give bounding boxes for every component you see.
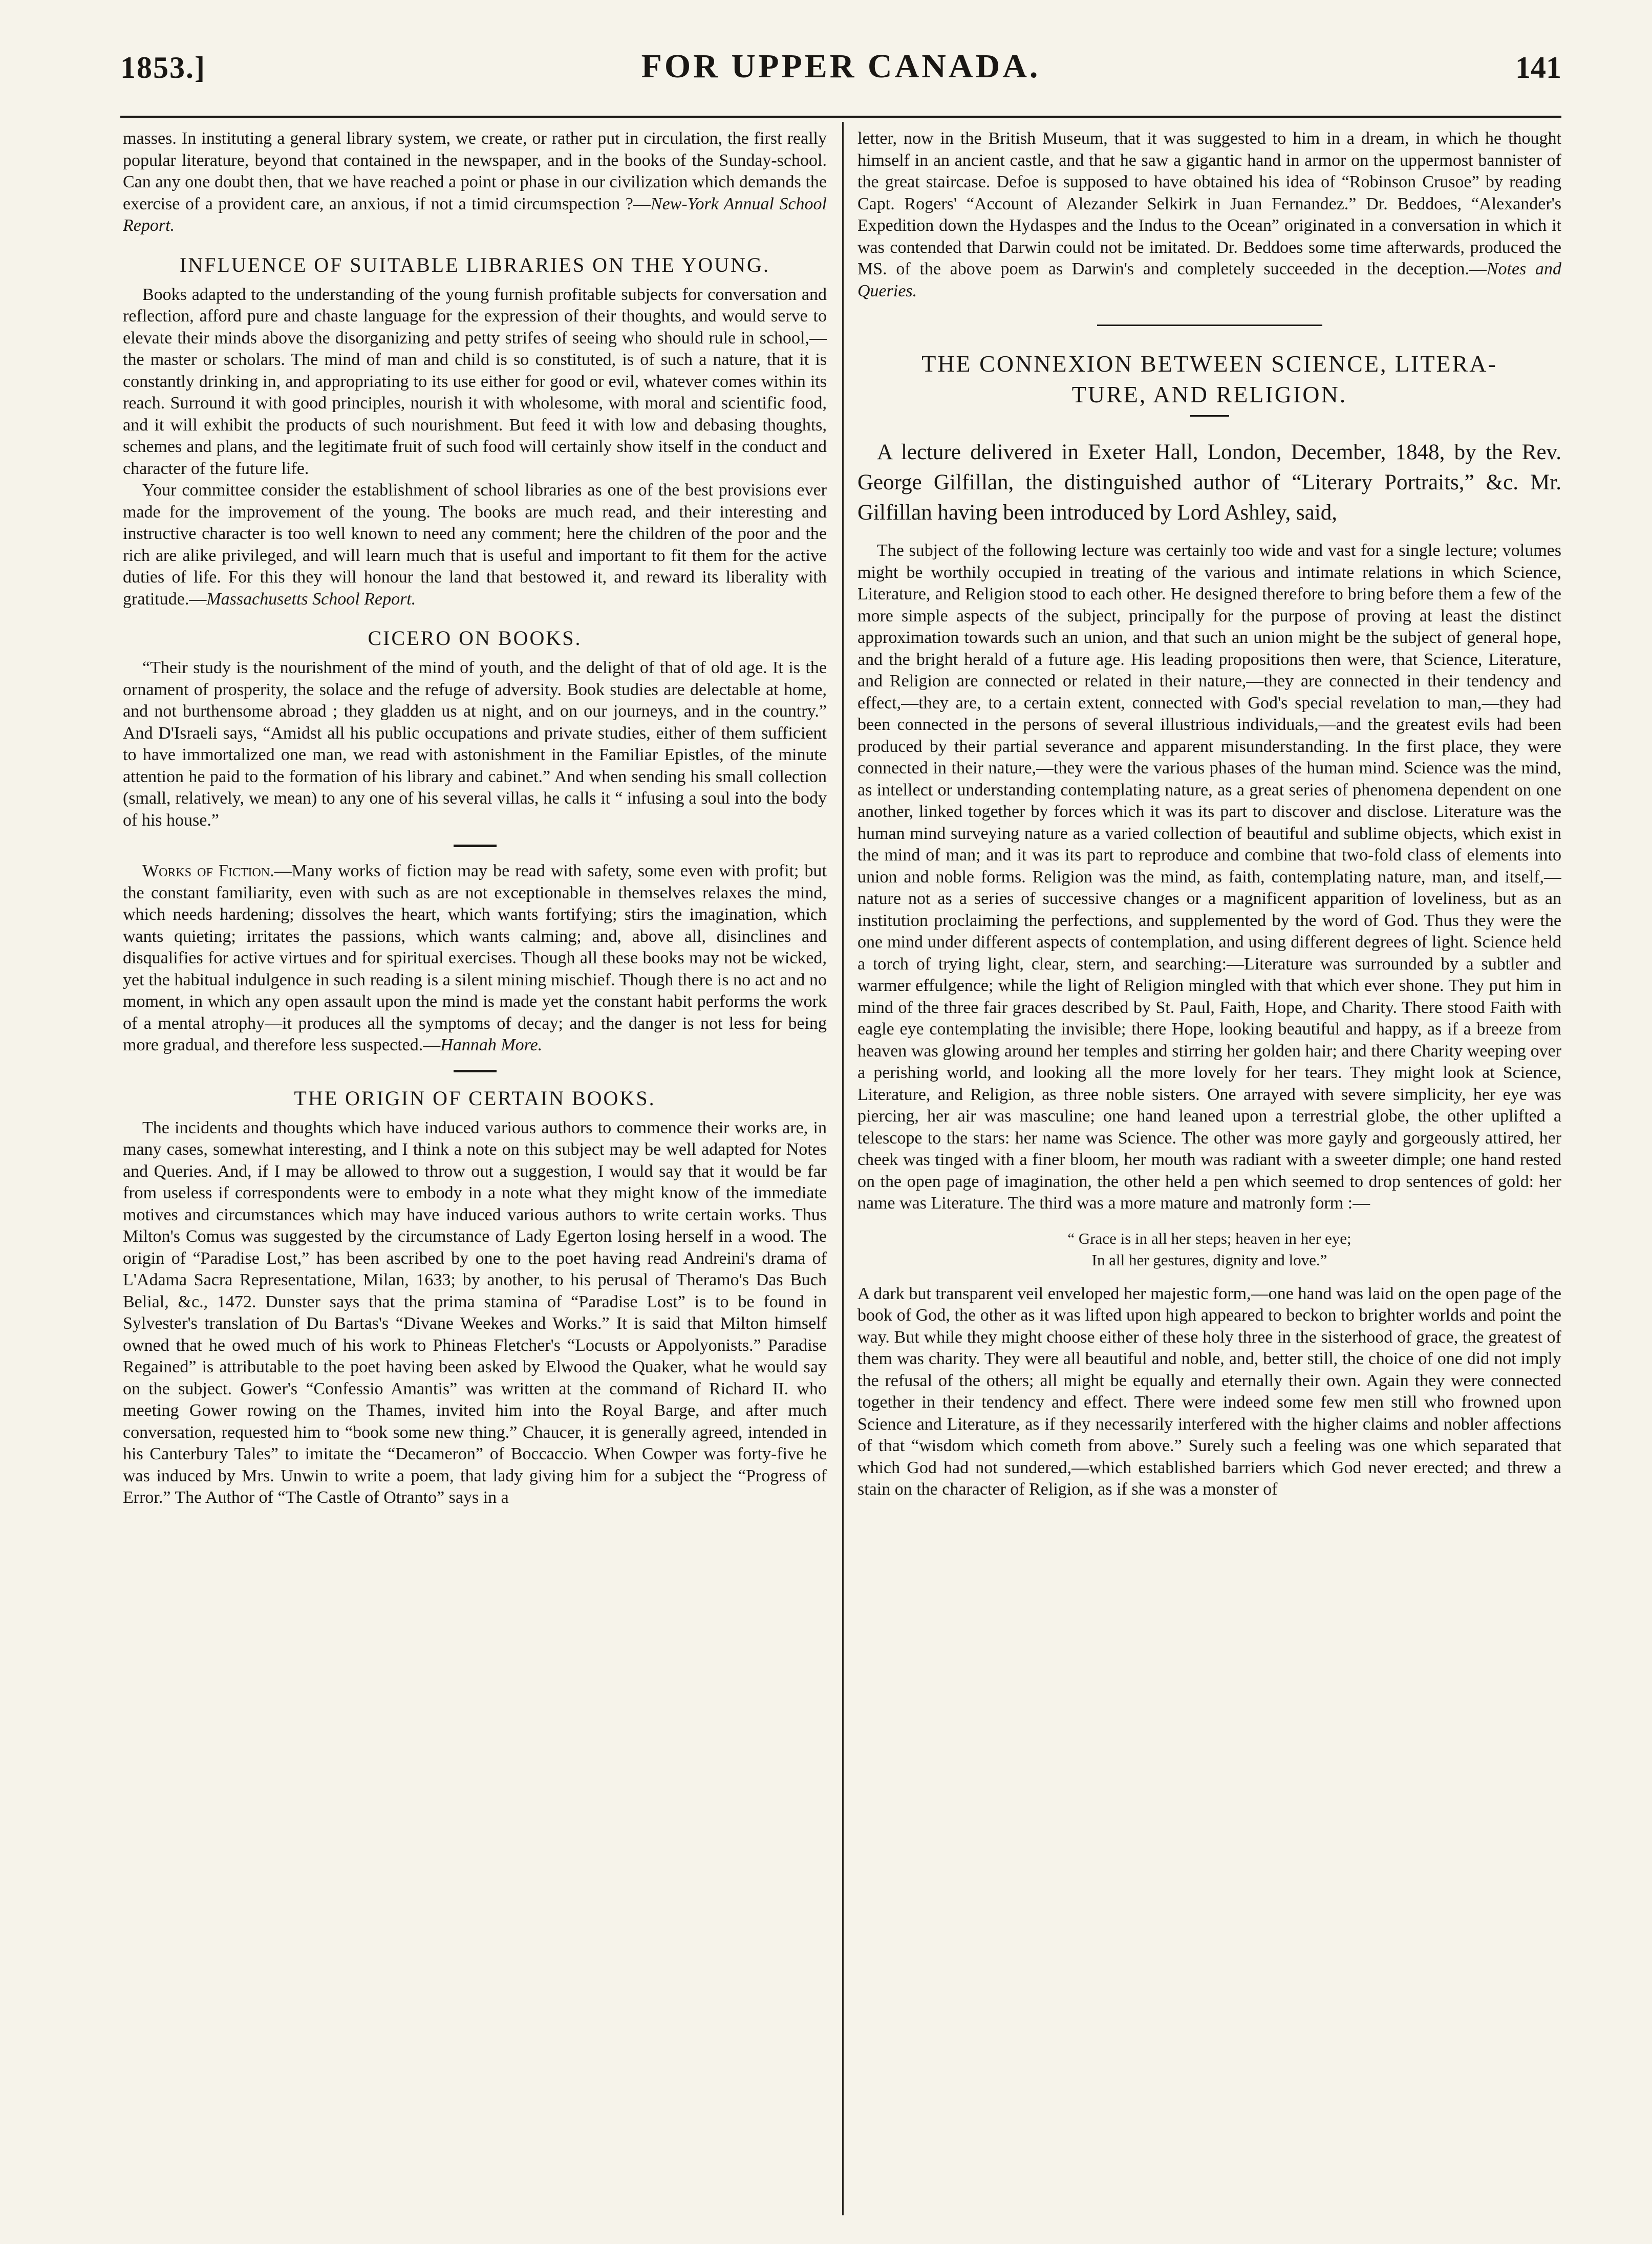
continued-text: masses. In instituting a general library system, we create, or rather put in circulation, the first really popular literature, beyond that contained in the newspaper, and in the books of the Sunday-school. Can any one doubt then, that we have reached a point or phase in our civilization which demands the exercise of a provident care, an anxious, if not a timid circumspection ?— <box>123 129 827 213</box>
fiction-source: Hannah More. <box>440 1035 543 1054</box>
libraries-paragraph-2-text: Your committee consider the establishment of school libraries as one of the best provisions ever made for the improvement of the young. The books are much read, and their interesting and instructive character is too well known to need any comment; here the children of the poor and the rich are alike privileged, and will learn much that is useful and important to fit them for the active duties of life. For this they will honour the land that bestowed it, and reward its liberality with gratitude.— <box>123 481 827 609</box>
section-separator-long <box>1097 325 1322 326</box>
continued-source: New-York Annual School Report. <box>123 194 827 235</box>
origin-paragraph: The incidents and thoughts which have induced various authors to commence their works are, in many cases, somewhat interesting, and I think a note on this subject may be well adapted for Notes and Queries. And, if I may be allowed to throw out a suggestion, I would say that it would be far from useless if correspondents were to embody in a note what they might know of the immediate motives and circumstances which may have induced various authors to write certain works. Thus Milton's Comus was suggested by the circumstance of Lady Egerton losing herself in a wood. The origin of “Paradise Lost,” has been ascribed by one to the poet having read Andreini's drama of L'Adama Sacra Representatione, Milan, 1633; by another, to his perusal of Theramo's Das Buch Belial, &c., 1472. Dunster says that the prima stamina of “Paradise Lost” is to be found in Sylvester's translation of Du Bartas's “Divane Weekes and Works.” It is said that Milton himself owned that he owed much of his work to Phineas Fletcher's “Locusts or Appolyonists.” Paradise Regained” is attributable to the poet having been asked by Elwood the Quaker, what he would say on the subject. Gower's “Confessio Amantis” was written at the command of Richard II. who meeting Gower rowing on the Thames, invited him into the Royal Barge, and after much conversation, requested him to “book some new thing.” Chaucer, it is generally agreed, intended in his Canterbury Tales” to imitate the “Decameron” of Boccaccio. When Cowper was forty-five he was induced by Mrs. Unwin to write a poem, that lady giving him for a subject the “Progress of Error.” The Author of “The Castle of Otranto” says in a <box>123 1118 827 1507</box>
poetry-quote <box>857 1228 1561 1271</box>
quote-line-1: “ Grace is in all her steps; heaven in her eye; <box>1067 1229 1351 1247</box>
section-heading-origin: THE ORIGIN OF CERTAIN BOOKS. <box>294 1086 656 1110</box>
lecture-paragraph-1: The subject of the following lecture was certainly too wide and vast for a single lecture; volumes might be worthily occupied in treating of the various and intimate relations in which Science, Literature, and Religion stood to each other. He designed therefore to bring before them a few of the more simple aspects of the subject, principally for the purpose of proving at least the distinct approximation towards such an union, and that such an union might be the subject of general hope, and the bright herald of a future age. His leading propositions then were, that Science, Literature, and Religion are connected or related in their nature,—they are connected in their tendency and effect,—they are, to a certain extent, connected with God's special revelation to man,—they had been connected in the persons of several illustrious individuals,—and the greatest evils had been produced by their partial severance and apparent misunderstanding. In the first place, they were connected in their nature,—they were the various phases of the human mind. Science was the mind, as intellect or understanding contemplating nature, as a great series of phenomena dependent on one another, linked together by forces which it was its part to discover and disclose. Literature was the human mind surveying nature as a varied collection of beautiful and sublime objects, which exist in the mind of man; and it was its part to reproduce and combine that two-fold class of elements into union and noble forms. Religion was the mind, as faith, contemplating nature, man, and itself,—nature not as a series of successive changes or a magnificent apparition of loveliness, but as an institution proclaiming the perfections, and supplemented by the word of God. Thus they were the one mind under different aspects of contemplation, and using different degrees of light. Science held a torch of trying light, clear, stern, and searching:—Literature was surrounded by a subtler and warmer effulgence; while the light of Religion mingled with that which ever shone. They put him in mind of the three fair graces described by St. Paul, Faith, Hope, and Charity. There stood Faith with eagle eye contemplating the invisible; there Hope, looking beautiful and happy, as if a breeze from heaven was glowing around her temples and stirring her golden hair; and there Charity weeping over a perishing world, and looking all the more lovely for her tears. They might look at Science, Literature, and Religion, as three noble sisters. One arrayed with severe simplicity, her eye was piercing, her air was masculine; one hand leaned upon a terrestrial globe, the other uplifted a telescope to the stars: her name was Science. The other was more gayly and gorgeously attired, her cheek was tinged with a finer bloom, her mouth was radiant with a sweeter dimple; one hand rested on the open page of imagination, the other held a pen which seemed to drop sentences of gold: her name was Literature. The third was a more mature and matronly form :— <box>857 541 1561 1213</box>
title-underline <box>1190 415 1229 417</box>
libraries-paragraph-2 <box>123 480 827 610</box>
lecture-intro: A lecture delivered in Exeter Hall, London, December, 1848, by the Rev. George Gilfillan, the distinguished author of “Literary Portraits,” &c. Mr. Gilfillan having been introduced by Lord Ashley, said, <box>857 440 1561 525</box>
fiction-paragraph <box>123 860 827 1056</box>
section-heading-libraries: INFLUENCE OF SUITABLE LIBRARIES ON THE YOUNG. <box>180 253 770 276</box>
header-year: 1853.] <box>120 51 206 84</box>
fiction-lead: Works of Fiction. <box>142 861 274 880</box>
header-title: FOR UPPER CANADA. <box>641 48 1041 85</box>
section-separator <box>454 1070 497 1072</box>
section-separator <box>454 845 497 847</box>
continued-article-right <box>857 128 1561 302</box>
section-heading-cicero: CICERO ON BOOKS. <box>368 627 582 650</box>
lecture-title-line-1: THE CONNEXION BETWEEN SCIENCE, LITERA- <box>921 351 1497 377</box>
lecture-title <box>857 349 1561 410</box>
right-column <box>857 128 1561 2216</box>
cicero-paragraph: “Their study is the nourishment of the mind of youth, and the delight of that of old age. It is the ornament of prosperity, the solace and the refuge of adversity. Book studies are delectable at home, and not burthensome abroad ; they gladden us at night, and on our journeys, and in the country.” And D'Israeli says, “Amidst all his public occupations and private studies, either of them sufficient to have immortalized one man, we read with astonishment in the Familiar Epistles, of the minute attention he paid to the formation of his library and cabinet.” And when sending his small collection (small, relatively, we mean) to any one of his several villas, he calls it “ infusing a soul into the body of his house.” <box>123 658 827 830</box>
continued-source-right: Notes and Queries. <box>857 260 1561 300</box>
libraries-paragraph-1: Books adapted to the understanding of the young furnish profitable subjects for conversation and reflection, afford pure and chaste language for the expression of their thoughts, and would serve to elevate their minds above the disorganizing and petty strifes of seeing who should rule in school,—the master or scholars. The mind of man and child is so constituted, is of such a nature, that it is constantly drinking in, and appropriating to its use either for good or evil, whatever comes within its reach. Surround it with good principles, nourish it with wholesome, with moral and scientific food, and it will exhibit the products of such nourishment. But feed it with low and debasing thoughts, schemes and plans, and the legitimate fruit of such food will certainly show itself in the conduct and character of the future life. <box>123 285 827 478</box>
continued-article <box>123 128 827 237</box>
continued-text-right: letter, now in the British Museum, that it was suggested to him in a dream, in which he thought himself in an ancient castle, and that he saw a gigantic hand in armor on the uppermost bannister of the great staircase. Defoe is supposed to have obtained his idea of “Robinson Crusoe” by reading Capt. Rogers' “Account of Alezander Selkirk in Juan Fernandez.” Dr. Beddoes, “Alexander's Expedition down the Hydaspes and the Indus to the Ocean” originated in a conversation in which it was contended that Darwin could not be imitated. Dr. Beddoes some time afterwards, produced the MS. of the above poem as Darwin's and completely succeeded in the deception.— <box>857 129 1561 278</box>
lecture-paragraph-2: A dark but transparent veil enveloped her majestic form,—one hand was laid on the open page of the book of God, the other as it was lifted upon high appeared to beckon to brighter worlds and point the way. But while they might choose either of these holy three in the sisterhood of grace, the greatest of them was charity. They were all beautiful and noble, and, better still, the choice of one did not imply the refusal of the others; all might be equally and eternally their own. Again they were connected together in their tendency and effect. There were indeed some few men still who frowned upon Science and Literature, as if they necessarily interfered with the higher claims and nobler affections of that “wisdom which cometh from above.” Surely such a feeling was one which separated that which God had not sundered,—which established barriers which God never erected; and threw a stain on the character of Religion, as if she was a monster of <box>857 1284 1561 1499</box>
header-rule <box>120 116 1561 118</box>
page-header <box>120 41 1561 107</box>
libraries-source: Massachusetts School Report. <box>206 589 416 609</box>
column-divider <box>842 122 844 2215</box>
fiction-text: —Many works of fiction may be read with safety, some even with profit; but the constant familiarity, even with such as are not exceptionable in themselves relaxes the mind, which needs hardening; dissolves the heart, which wants fortifying; stirs the imagination, which wants quieting; irritates the passions, which wants calming; and, above all, disinclines and disqualifies for active virtues and for spiritual exercises. Though all these books may not be wicked, yet the habitual indulgence in such reading is a silent mining mischief. Though there is no act and no moment, in which any open assault upon the mind is made yet the constant habit performs the work of a mental atrophy—it produces all the symptoms of decay; and the danger is not less for being more gradual, and therefore less suspected.— <box>123 861 827 1054</box>
lecture-title-line-2: TURE, AND RELIGION. <box>1071 381 1347 407</box>
left-column <box>123 128 827 2216</box>
quote-line-2: In all her gestures, dignity and love.” <box>1091 1250 1327 1269</box>
page-number: 141 <box>1515 51 1561 84</box>
